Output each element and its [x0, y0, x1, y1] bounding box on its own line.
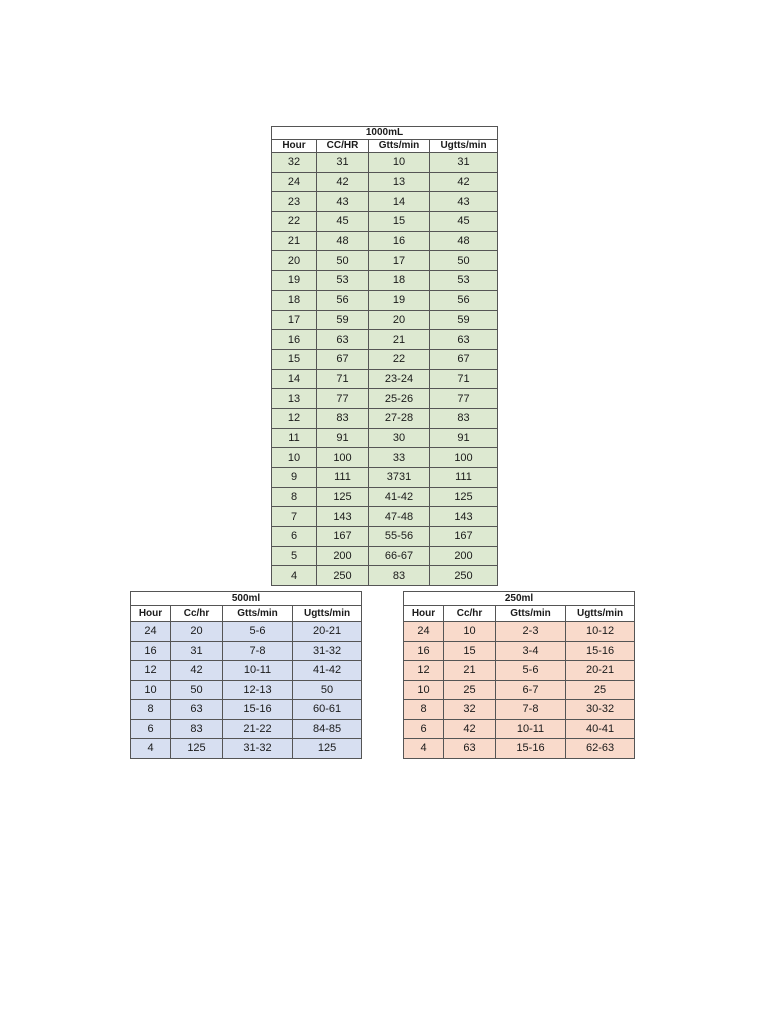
hour-cell: 32	[272, 153, 317, 173]
hour-cell: 20	[272, 251, 317, 271]
gtts-min-cell: 27-28	[369, 408, 430, 428]
table-row	[404, 641, 635, 661]
gtts-min-cell: 14	[369, 192, 430, 212]
cc-hr-cell: 100	[317, 448, 369, 468]
ugtts-min-cell: 91	[430, 428, 498, 448]
cc-hr-cell: 125	[171, 739, 223, 759]
ugtts-min-cell: 20-21	[566, 661, 635, 681]
cc-hr-cell: 50	[171, 680, 223, 700]
ugtts-min-cell: 71	[430, 369, 498, 389]
gtts-min-cell: 21	[369, 330, 430, 350]
cc-hr-cell: 31	[171, 641, 223, 661]
ugtts-min-cell: 53	[430, 271, 498, 291]
table-250ml-title: 250ml	[404, 592, 635, 606]
ugtts-min-cell: 111	[430, 468, 498, 488]
table-1000ml	[271, 126, 498, 586]
hour-cell: 15	[272, 349, 317, 369]
cc-hr-cell: 143	[317, 507, 369, 527]
cc-hr-cell: 63	[444, 739, 496, 759]
hour-cell: 10	[404, 680, 444, 700]
cc-hr-cell: 20	[171, 622, 223, 642]
table-row	[272, 231, 498, 251]
gtts-min-cell: 33	[369, 448, 430, 468]
table-row	[272, 192, 498, 212]
gtts-min-cell: 7-8	[223, 641, 293, 661]
hour-cell: 18	[272, 290, 317, 310]
table-250ml-body	[404, 622, 635, 759]
cc-hr-cell: 71	[317, 369, 369, 389]
hour-cell: 17	[272, 310, 317, 330]
table-row	[404, 700, 635, 720]
table-row	[272, 389, 498, 409]
cc-hr-cell: 43	[317, 192, 369, 212]
gtts-min-cell: 18	[369, 271, 430, 291]
hour-cell: 6	[131, 719, 171, 739]
gtts-min-cell: 10-11	[496, 719, 566, 739]
ugtts-min-cell: 125	[430, 487, 498, 507]
ugtts-min-cell: 143	[430, 507, 498, 527]
cc-hr-cell: 48	[317, 231, 369, 251]
ugtts-min-cell: 167	[430, 527, 498, 547]
hour-cell: 24	[404, 622, 444, 642]
ugtts-min-cell: 250	[430, 566, 498, 586]
ugtts-min-cell: 45	[430, 212, 498, 232]
gtts-min-cell: 10	[369, 153, 430, 173]
ugtts-min-cell: 15-16	[566, 641, 635, 661]
table-row	[272, 251, 498, 271]
cc-hr-cell: 45	[317, 212, 369, 232]
hour-cell: 5	[272, 546, 317, 566]
table-500ml-body	[131, 622, 362, 759]
ugtts-min-cell: 43	[430, 192, 498, 212]
hour-cell: 9	[272, 468, 317, 488]
header-row	[404, 606, 635, 622]
col-header-gtts-min: Gtts/min	[369, 140, 430, 153]
cc-hr-cell: 59	[317, 310, 369, 330]
hour-cell: 16	[272, 330, 317, 350]
gtts-min-cell: 41-42	[369, 487, 430, 507]
cc-hr-cell: 21	[444, 661, 496, 681]
gtts-min-cell: 23-24	[369, 369, 430, 389]
ugtts-min-cell: 200	[430, 546, 498, 566]
table-row	[404, 739, 635, 759]
ugtts-min-cell: 31-32	[293, 641, 362, 661]
table-row	[272, 546, 498, 566]
hour-cell: 4	[272, 566, 317, 586]
gtts-min-cell: 3731	[369, 468, 430, 488]
cc-hr-cell: 56	[317, 290, 369, 310]
cc-hr-cell: 32	[444, 700, 496, 720]
hour-cell: 19	[272, 271, 317, 291]
gtts-min-cell: 3-4	[496, 641, 566, 661]
ugtts-min-cell: 59	[430, 310, 498, 330]
gtts-min-cell: 10-11	[223, 661, 293, 681]
col-header-hour: Hour	[272, 140, 317, 153]
table-500ml-head	[131, 592, 362, 622]
cc-hr-cell: 125	[317, 487, 369, 507]
ugtts-min-cell: 62-63	[566, 739, 635, 759]
ugtts-min-cell: 20-21	[293, 622, 362, 642]
gtts-min-cell: 5-6	[223, 622, 293, 642]
hour-cell: 6	[272, 527, 317, 547]
table-row	[131, 641, 362, 661]
header-row	[272, 140, 498, 153]
ugtts-min-cell: 63	[430, 330, 498, 350]
table-500ml-title: 500ml	[131, 592, 362, 606]
table-250ml-head	[404, 592, 635, 622]
cc-hr-cell: 250	[317, 566, 369, 586]
table-row	[272, 271, 498, 291]
col-header-cc-hr: Cc/hr	[171, 606, 223, 622]
gtts-min-cell: 25-26	[369, 389, 430, 409]
hour-cell: 4	[131, 739, 171, 759]
cc-hr-cell: 83	[317, 408, 369, 428]
hour-cell: 10	[272, 448, 317, 468]
table-row	[131, 680, 362, 700]
gtts-min-cell: 83	[369, 566, 430, 586]
ugtts-min-cell: 30-32	[566, 700, 635, 720]
ugtts-min-cell: 125	[293, 739, 362, 759]
hour-cell: 16	[404, 641, 444, 661]
col-header-cc-hr: Cc/hr	[444, 606, 496, 622]
hour-cell: 12	[131, 661, 171, 681]
cc-hr-cell: 10	[444, 622, 496, 642]
hour-cell: 11	[272, 428, 317, 448]
table-row	[272, 330, 498, 350]
gtts-min-cell: 16	[369, 231, 430, 251]
ugtts-min-cell: 83	[430, 408, 498, 428]
table-row	[272, 507, 498, 527]
cc-hr-cell: 15	[444, 641, 496, 661]
cc-hr-cell: 63	[317, 330, 369, 350]
col-header-hour: Hour	[404, 606, 444, 622]
ugtts-min-cell: 10-12	[566, 622, 635, 642]
ugtts-min-cell: 56	[430, 290, 498, 310]
gtts-min-cell: 5-6	[496, 661, 566, 681]
table-row	[272, 172, 498, 192]
col-header-gtts-min: Gtts/min	[496, 606, 566, 622]
table-row	[272, 369, 498, 389]
gtts-min-cell: 66-67	[369, 546, 430, 566]
hour-cell: 13	[272, 389, 317, 409]
gtts-min-cell: 55-56	[369, 527, 430, 547]
table-row	[404, 661, 635, 681]
ugtts-min-cell: 77	[430, 389, 498, 409]
cc-hr-cell: 111	[317, 468, 369, 488]
hour-cell: 24	[131, 622, 171, 642]
gtts-min-cell: 22	[369, 349, 430, 369]
header-row	[131, 606, 362, 622]
ugtts-min-cell: 50	[293, 680, 362, 700]
col-header-ugtts-min: Ugtts/min	[566, 606, 635, 622]
table-row	[272, 153, 498, 173]
gtts-min-cell: 15	[369, 212, 430, 232]
table-row	[404, 680, 635, 700]
table-row	[272, 408, 498, 428]
hour-cell: 8	[404, 700, 444, 720]
cc-hr-cell: 42	[317, 172, 369, 192]
hour-cell: 23	[272, 192, 317, 212]
table-row	[404, 622, 635, 642]
ugtts-min-cell: 50	[430, 251, 498, 271]
ugtts-min-cell: 100	[430, 448, 498, 468]
cc-hr-cell: 53	[317, 271, 369, 291]
cc-hr-cell: 63	[171, 700, 223, 720]
gtts-min-cell: 7-8	[496, 700, 566, 720]
cc-hr-cell: 42	[444, 719, 496, 739]
table-500ml	[130, 591, 362, 759]
cc-hr-cell: 25	[444, 680, 496, 700]
cc-hr-cell: 77	[317, 389, 369, 409]
gtts-min-cell: 6-7	[496, 680, 566, 700]
cc-hr-cell: 91	[317, 428, 369, 448]
hour-cell: 6	[404, 719, 444, 739]
ugtts-min-cell: 31	[430, 153, 498, 173]
hour-cell: 16	[131, 641, 171, 661]
table-1000ml-title: 1000mL	[272, 127, 498, 140]
table-row	[131, 661, 362, 681]
col-header-ugtts-min: Ugtts/min	[293, 606, 362, 622]
cc-hr-cell: 67	[317, 349, 369, 369]
cc-hr-cell: 50	[317, 251, 369, 271]
table-row	[131, 700, 362, 720]
ugtts-min-cell: 42	[430, 172, 498, 192]
table-row	[272, 212, 498, 232]
col-header-ugtts-min: Ugtts/min	[430, 140, 498, 153]
table-row	[272, 428, 498, 448]
gtts-min-cell: 15-16	[223, 700, 293, 720]
gtts-min-cell: 17	[369, 251, 430, 271]
table-250ml	[403, 591, 635, 759]
table-row	[272, 487, 498, 507]
table-row	[272, 448, 498, 468]
gtts-min-cell: 47-48	[369, 507, 430, 527]
gtts-min-cell: 21-22	[223, 719, 293, 739]
table-row	[272, 310, 498, 330]
table-row	[272, 290, 498, 310]
table-row	[272, 349, 498, 369]
hour-cell: 10	[131, 680, 171, 700]
hour-cell: 14	[272, 369, 317, 389]
gtts-min-cell: 12-13	[223, 680, 293, 700]
gtts-min-cell: 2-3	[496, 622, 566, 642]
hour-cell: 21	[272, 231, 317, 251]
table-row	[131, 739, 362, 759]
table-1000ml-head	[272, 127, 498, 153]
table-1000ml-body	[272, 153, 498, 586]
ugtts-min-cell: 67	[430, 349, 498, 369]
hour-cell: 22	[272, 212, 317, 232]
ugtts-min-cell: 41-42	[293, 661, 362, 681]
gtts-min-cell: 20	[369, 310, 430, 330]
hour-cell: 8	[131, 700, 171, 720]
cc-hr-cell: 31	[317, 153, 369, 173]
hour-cell: 7	[272, 507, 317, 527]
hour-cell: 8	[272, 487, 317, 507]
table-row	[272, 566, 498, 586]
cc-hr-cell: 83	[171, 719, 223, 739]
table-row	[404, 719, 635, 739]
table-row	[131, 622, 362, 642]
gtts-min-cell: 15-16	[496, 739, 566, 759]
col-header-cc-hr: CC/HR	[317, 140, 369, 153]
cc-hr-cell: 42	[171, 661, 223, 681]
hour-cell: 12	[404, 661, 444, 681]
ugtts-min-cell: 84-85	[293, 719, 362, 739]
hour-cell: 24	[272, 172, 317, 192]
gtts-min-cell: 13	[369, 172, 430, 192]
ugtts-min-cell: 25	[566, 680, 635, 700]
hour-cell: 12	[272, 408, 317, 428]
gtts-min-cell: 30	[369, 428, 430, 448]
hour-cell: 4	[404, 739, 444, 759]
gtts-min-cell: 19	[369, 290, 430, 310]
table-row	[131, 719, 362, 739]
table-row	[272, 527, 498, 547]
table-row	[272, 468, 498, 488]
ugtts-min-cell: 60-61	[293, 700, 362, 720]
gtts-min-cell: 31-32	[223, 739, 293, 759]
cc-hr-cell: 167	[317, 527, 369, 547]
ugtts-min-cell: 48	[430, 231, 498, 251]
cc-hr-cell: 200	[317, 546, 369, 566]
col-header-gtts-min: Gtts/min	[223, 606, 293, 622]
col-header-hour: Hour	[131, 606, 171, 622]
ugtts-min-cell: 40-41	[566, 719, 635, 739]
